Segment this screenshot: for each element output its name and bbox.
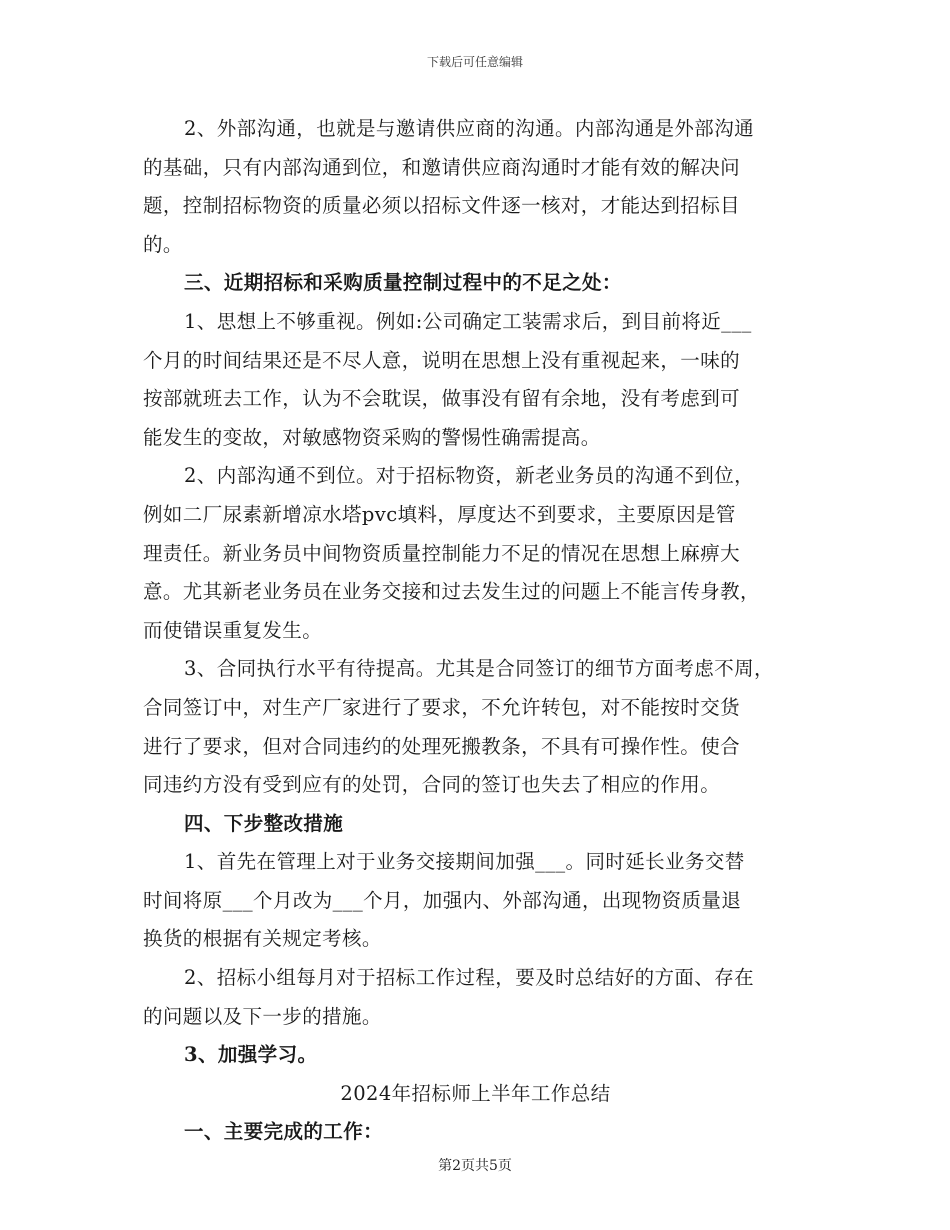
- text-line: 三、近期招标和采购质量控制过程中的不足之处：: [184, 271, 622, 295]
- text-line: 换货的根据有关规定考核。: [143, 927, 382, 951]
- text-line: 1、首先在管理上对于业务交接期间加强___。同时延长业务交替: [184, 850, 745, 874]
- text-line: 3、加强学习。: [184, 1043, 318, 1067]
- page-header: 下载后可任意编辑: [426, 55, 523, 69]
- text-line: 的基础，只有内部沟通到位，和邀请供应商沟通时才能有效的解决问: [143, 155, 741, 179]
- text-line: 按部就班去工作，认为不会耽误，做事没有留有余地，没有考虑到可: [143, 387, 741, 411]
- text-line: 四、下步整改措施: [184, 811, 344, 835]
- text-line: 1、思想上不够重视。例如:公司确定工装需求后，到目前将近___: [184, 309, 752, 333]
- text-line: 2、外部沟通，也就是与邀请供应商的沟通。内部沟通是外部沟通: [184, 117, 755, 140]
- text-line: 个月的时间结果还是不尽人意，说明在思想上没有重视起来，一味的: [143, 348, 741, 372]
- paragraph-lines: [143, 110, 808, 1075]
- text-line: 的。: [143, 232, 183, 256]
- text-line: 时间将原___个月改为___个月，加强内、外部沟通，出现物资质量退: [143, 888, 742, 912]
- text-line: 2、内部沟通不到位。对于招标物资，新老业务员的沟通不到位，: [184, 464, 755, 488]
- section-heading: 一、主要完成的工作：: [184, 1120, 384, 1144]
- text-line: 而使错误重复发生。: [143, 618, 323, 642]
- text-line: 理责任。新业务员中间物资质量控制能力不足的情况在思想上麻痹大: [143, 541, 741, 565]
- document-title: 2024年招标师上半年工作总结: [340, 1081, 611, 1105]
- document-body: [143, 110, 808, 1152]
- text-line: 2、招标小组每月对于招标工作过程，要及时总结好的方面、存在: [184, 966, 755, 990]
- text-line: 例如二厂尿素新增凉水塔pvc填料，厚度达不到要求，主要原因是管: [143, 502, 736, 526]
- text-line: 能发生的变故，对敏感物资采购的警惕性确需提高。: [143, 425, 601, 449]
- text-line: 题，控制招标物资的质量必须以招标文件逐一核对，才能达到招标目: [143, 194, 741, 218]
- text-line: 意。尤其新老业务员在业务交接和过去发生过的问题上不能言传身教，: [143, 580, 760, 604]
- page-footer: 第2页共5页: [438, 1158, 512, 1174]
- text-line: 合同签订中，对生产厂家进行了要求，不允许转包，对不能按时交货: [143, 695, 741, 719]
- text-line: 3、合同执行水平有待提高。尤其是合同签订的细节方面考虑不周，: [184, 657, 774, 681]
- text-line: 进行了要求，但对合同违约的处理死搬教条，不具有可操作性。使合: [143, 734, 741, 758]
- text-line: 同违约方没有受到应有的处罚，合同的签订也失去了相应的作用。: [143, 773, 721, 797]
- text-line: 的问题以及下一步的措施。: [143, 1004, 382, 1028]
